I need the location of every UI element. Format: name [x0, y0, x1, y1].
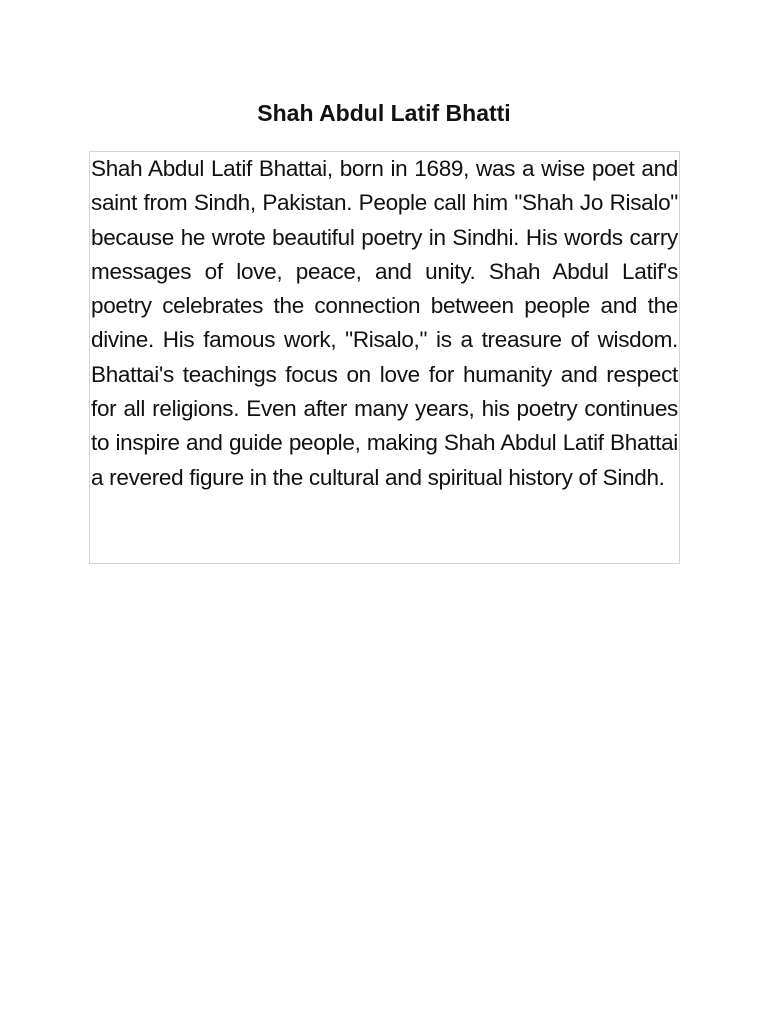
text-box: [89, 151, 680, 564]
body-paragraph: Shah Abdul Latif Bhattai, born in 1689, was a wise poet and saint from Sindh, Pakistan. People call him "Shah Jo Risalo" because he wrote beautiful poetry in Sindhi. His words carry messages of love, peace, and unity. Shah Abdul Latif's poetry celebrates the connection between people and the divine. His famous work, "Risalo," is a treasure of wisdom. Bhattai's teachings focus on love for humanity and respect for all religions. Even after many years, his poetry continues to inspire and guide people, making Shah Abdul Latif Bhattai a revered figure in the cultural and spiritual history of Sindh.: [91, 156, 678, 490]
document-title: Shah Abdul Latif Bhatti: [257, 100, 511, 126]
